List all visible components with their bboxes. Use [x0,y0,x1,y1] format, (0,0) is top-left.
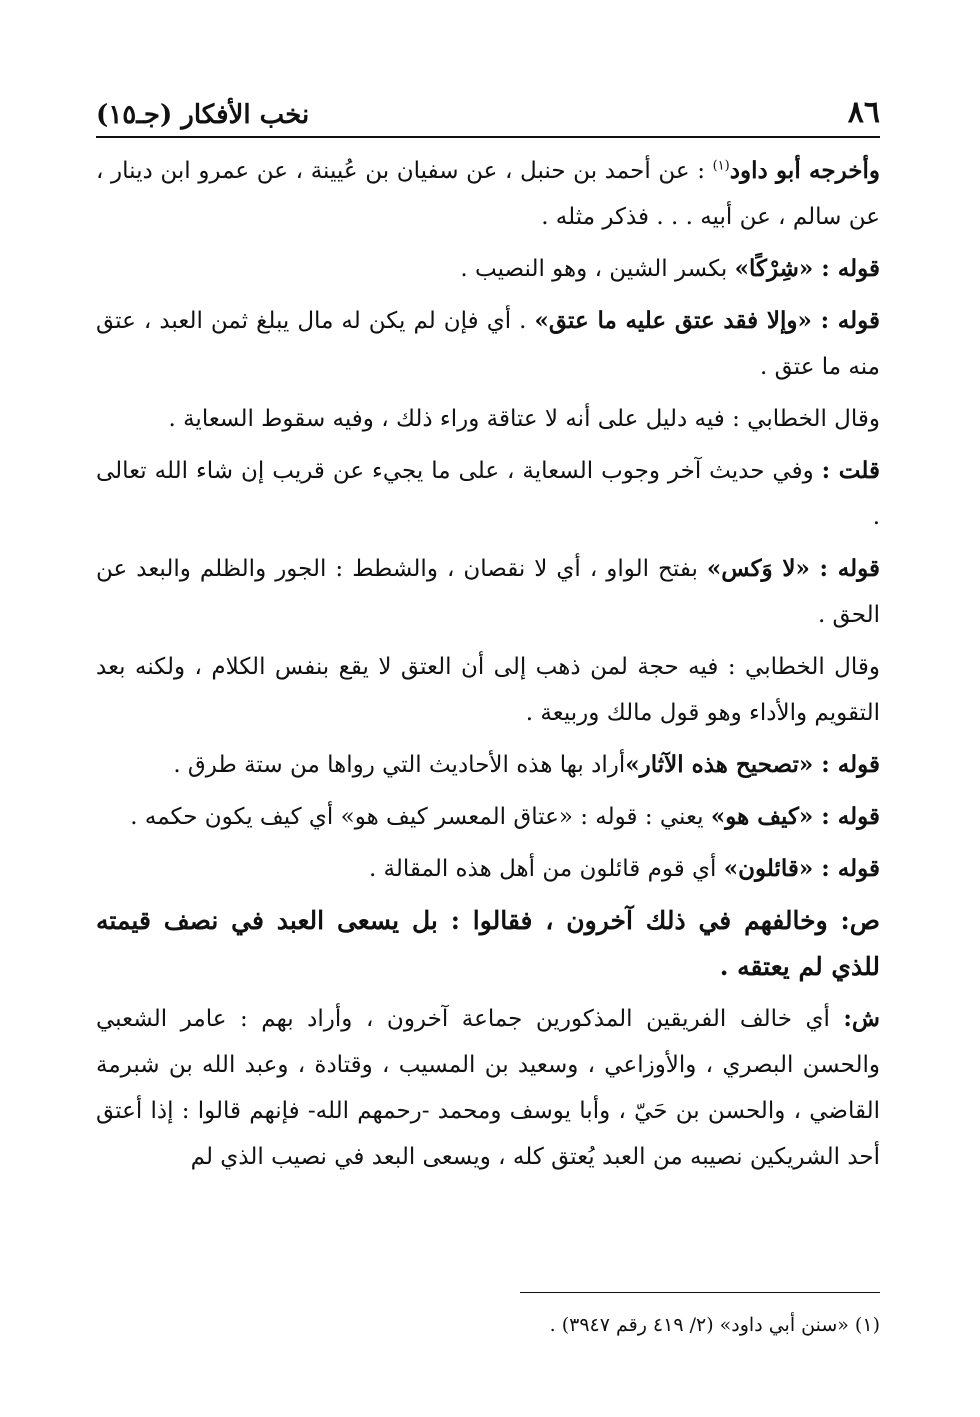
paragraph-4-text: وقال الخطابي : فيه دليل على أنه لا عتاقة وراء ذلك ، وفيه سقوط السعاية . [168,406,880,432]
paragraph-11 [96,898,880,990]
paragraph-3-text: . أي فإن لم يكن له مال يبلغ ثمن العبد ، عتق منه ما عتق . [96,308,880,380]
paragraph-8-text: أراد بها هذه الأحاديث التي رواها من ستة طرق . [173,752,626,778]
paragraph-4 [96,396,880,442]
paragraph-2-lead: قوله : «شِرْكًا» [734,255,880,282]
paragraph-7-text: وقال الخطابي : فيه حجة لمن ذهب إلى أن العتق لا يقع بنفس الكلام ، ولكنه بعد التقويم والأداء وهو قول مالك وربيعة . [96,654,880,726]
paragraph-9 [96,794,880,840]
paragraph-12-lead: ش: [843,1005,880,1032]
paragraph-10-text: أي قوم قائلون من أهل هذه المقالة . [368,856,724,882]
paragraph-1-lead: وأخرجه أبو داود [729,157,881,184]
paragraph-6-text: بفتح الواو ، أي لا نقصان ، والشطط : الجور والظلم والبعد عن الحق . [96,556,880,628]
book-title: نخب الأفكار (جـ١٥) [96,100,310,130]
page-number: ٨٦ [847,95,880,130]
paragraph-7 [96,644,880,736]
paragraph-8 [96,742,880,788]
paragraph-8-lead: قوله : «تصحيح هذه الآثار» [625,751,880,778]
running-header [96,86,880,138]
footnote [96,1310,880,1340]
paragraph-5 [96,448,880,540]
paragraph-11-lead: ص: [840,906,880,935]
main-text [96,148,880,1186]
paragraph-11-text: وخالفهم في ذلك آخرون ، فقالوا : بل يسعى العبد في نصف قيمته للذي لم يعتقه . [96,906,880,981]
paragraph-9-text: يعني : قوله : «عتاق المعسر كيف هو» أي كيف يكون حكمه . [130,804,711,830]
paragraph-5-text: وفي حديث آخر وجوب السعاية ، على ما يجيء عن قريب إن شاء الله تعالى . [96,458,880,530]
paragraph-2-text: بكسر الشين ، وهو النصيب . [460,256,735,282]
paragraph-12 [96,996,880,1180]
paragraph-5-lead: قلت : [821,457,880,484]
paragraph-6-lead: قوله : «لا وَكس» [706,555,880,582]
paragraph-6 [96,546,880,638]
footnote-text: (١) «سنن أبي داود» (٢/ ٤١٩ رقم ٣٩٤٧) . [549,1314,880,1336]
footnote-divider [520,1292,880,1293]
paragraph-1 [96,148,880,240]
paragraph-10-lead: قوله : «قائلون» [723,855,880,882]
paragraph-9-lead: قوله : «كيف هو» [710,803,880,830]
paragraph-1-text: : عن أحمد بن حنبل ، عن سفيان بن عُيينة ، عن عمرو ابن دينار ، عن سالم ، عن أبيه . . . فذكر مثله . [96,158,880,230]
paragraph-3-lead: قوله : «وإلا فقد عتق عليه ما عتق» [534,307,881,334]
paragraph-2 [96,246,880,292]
paragraph-12-text: أي خالف الفريقين المذكورين جماعة آخرون ، وأراد بهم : عامر الشعبي والحسن البصري ، والأوزاعي ، وسعيد بن المسيب ، وقتادة ، وعبد الله بن شبرمة القاضي ، والحسن بن حَيّ ، وأبا يوسف ومحمد -رحمهم الله- فإنهم قالوا : إذا أعتق أحد الشريكين نصيبه من العبد يُعتق كله ، ويسعى البعد في نصيب الذي لم [96,1006,880,1170]
paragraph-10 [96,846,880,892]
footnote-reference[interactable]: (١) [712,158,730,174]
paragraph-3 [96,298,880,390]
